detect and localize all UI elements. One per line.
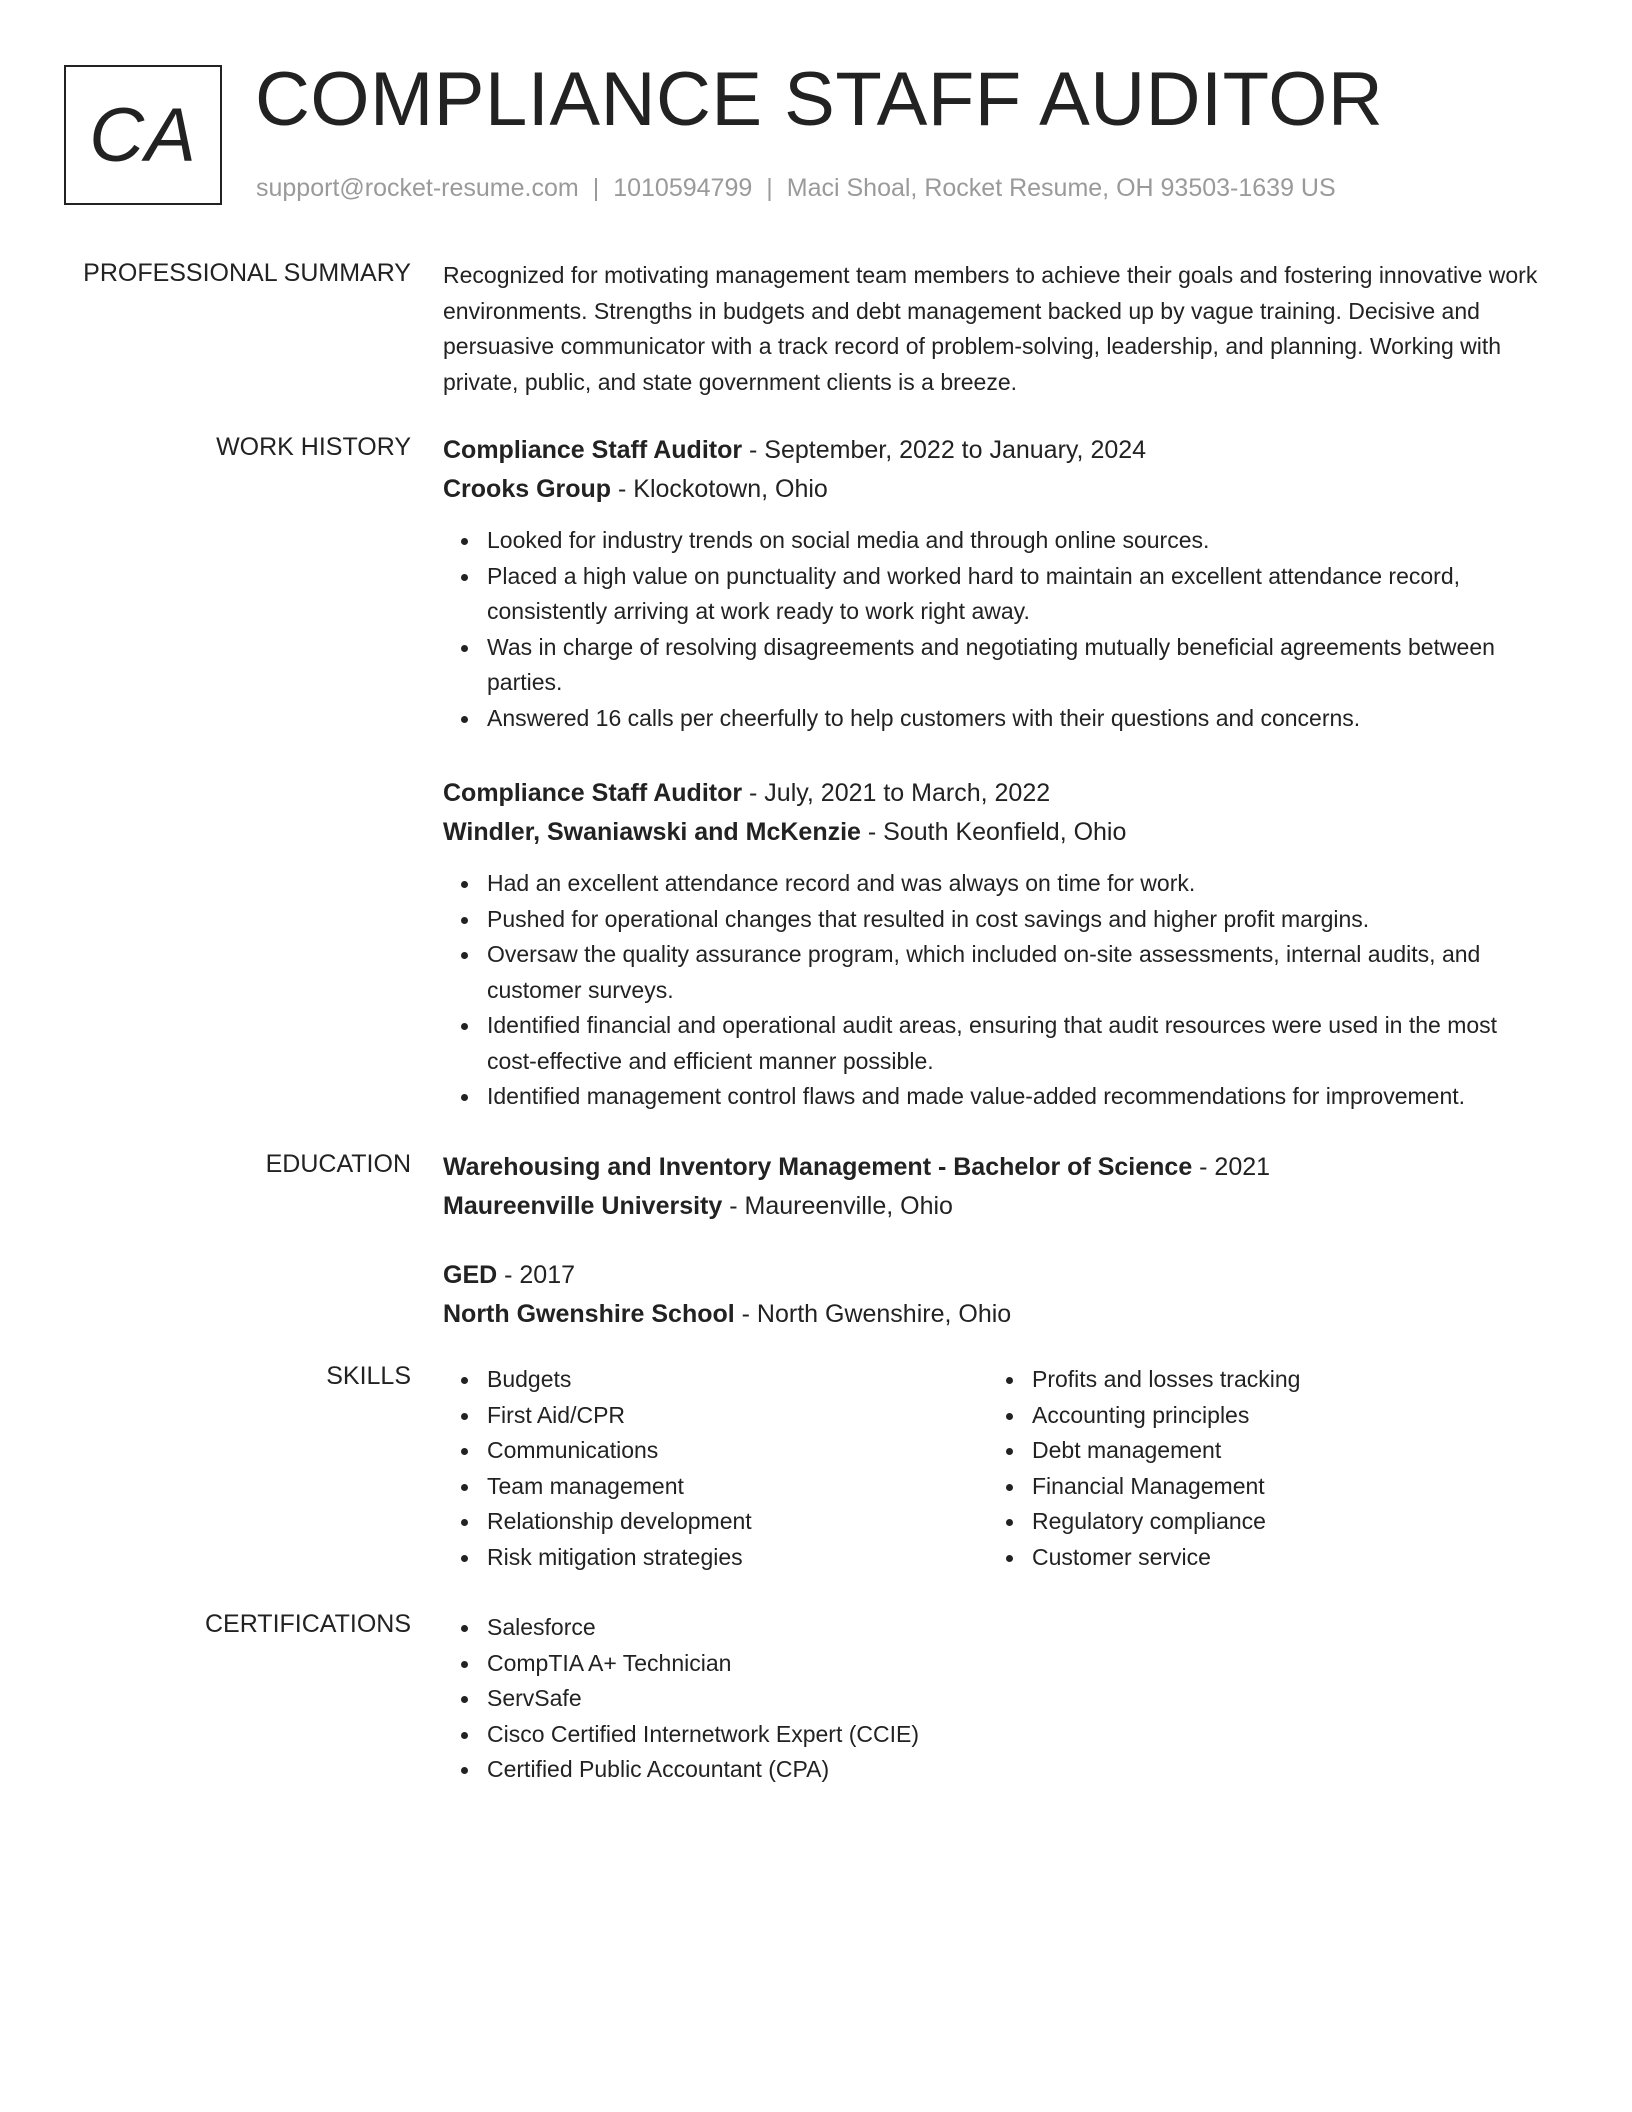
section-heading-work-history: WORK HISTORY <box>216 433 411 461</box>
skills-body <box>443 1362 1553 1575</box>
school-line <box>443 1295 1553 1334</box>
education-entry <box>443 1256 1553 1334</box>
degree-year: - 2021 <box>1192 1153 1271 1181</box>
job-bullet: Identified management control flaws and made value-added recommendations for improvement. <box>487 1079 1553 1115</box>
certifications-list <box>443 1610 1553 1788</box>
certification-item: CompTIA A+ Technician <box>487 1646 1553 1682</box>
contact-phone[interactable]: 1010594799 <box>613 174 753 202</box>
degree-line <box>443 1256 1553 1295</box>
degree-name: GED <box>443 1261 498 1289</box>
job-bullet: Placed a high value on punctuality and worked hard to maintain an excellent attendance record, consistently arriving at work ready to work right away. <box>487 559 1553 630</box>
section-heading-certifications: CERTIFICATIONS <box>204 1610 411 1638</box>
skills-columns <box>443 1362 1553 1575</box>
job-dates: - July, 2021 to March, 2022 <box>742 779 1051 807</box>
job-company-line <box>443 470 1553 509</box>
contact-email[interactable]: support@rocket-resume.com <box>256 174 579 202</box>
skill-item: First Aid/CPR <box>487 1398 988 1434</box>
job-location: - South Keonfield, Ohio <box>860 818 1127 846</box>
summary-text: Recognized for motivating management team members to achieve their goals and fostering innovative work environments. Strengths in budgets and debt management backed up by vague training. Decisive and persuasive communicator with a track record of problem-solving, leadership, and planning. Working with private, public, and state government clients is a breeze. <box>443 262 1538 395</box>
skill-item: Accounting principles <box>1032 1398 1533 1434</box>
job-title-line <box>443 774 1553 813</box>
skills-list-right <box>988 1362 1533 1575</box>
contact-separator: | <box>766 174 773 202</box>
skill-item: Team management <box>487 1469 988 1505</box>
job-dates: - September, 2022 to January, 2024 <box>742 436 1147 464</box>
skill-item: Risk mitigation strategies <box>487 1540 988 1576</box>
job-bullet: Oversaw the quality assurance program, which included on-site assessments, internal audits, and customer surveys. <box>487 937 1553 1008</box>
certification-item: Cisco Certified Internetwork Expert (CCIE) <box>487 1717 1553 1753</box>
contact-separator: | <box>592 174 600 202</box>
school-location: - Maureenville, Ohio <box>722 1192 953 1220</box>
school-name: North Gwenshire School <box>443 1300 735 1328</box>
section-heading-summary: PROFESSIONAL SUMMARY <box>83 259 411 287</box>
skills-list-left <box>443 1362 988 1575</box>
degree-year: - 2017 <box>497 1261 576 1289</box>
degree-line <box>443 1148 1553 1187</box>
certification-item: ServSafe <box>487 1681 1553 1717</box>
skill-item: Regulatory compliance <box>1032 1504 1533 1540</box>
job-company-line <box>443 813 1553 852</box>
school-name: Maureenville University <box>443 1192 723 1220</box>
job-title: Compliance Staff Auditor <box>443 436 743 464</box>
section-heading-skills: SKILLS <box>326 1362 411 1390</box>
skill-item: Communications <box>487 1433 988 1469</box>
job-entry <box>443 431 1553 736</box>
job-company: Windler, Swaniawski and McKenzie <box>443 818 861 846</box>
job-entry <box>443 774 1553 1115</box>
certification-item: Salesforce <box>487 1610 1553 1646</box>
monogram-initials: CA <box>89 92 197 178</box>
job-title: Compliance Staff Auditor <box>443 779 743 807</box>
job-bullets <box>443 866 1553 1115</box>
job-location: - Klockotown, Ohio <box>611 475 828 503</box>
job-bullet: Pushed for operational changes that resulted in cost savings and higher profit margins. <box>487 902 1553 938</box>
section-heading-education: EDUCATION <box>265 1150 411 1178</box>
education-entry <box>443 1148 1553 1226</box>
certification-item: Certified Public Accountant (CPA) <box>487 1752 1553 1788</box>
skill-item: Relationship development <box>487 1504 988 1540</box>
school-location: - North Gwenshire, Ohio <box>734 1300 1012 1328</box>
job-bullet: Had an excellent attendance record and was always on time for work. <box>487 866 1553 902</box>
skills-column-right <box>988 1362 1533 1575</box>
job-bullet: Looked for industry trends on social media and through online sources. <box>487 523 1553 559</box>
school-line <box>443 1187 1553 1226</box>
education-body <box>443 1148 1553 1364</box>
skill-item: Financial Management <box>1032 1469 1533 1505</box>
job-bullets <box>443 523 1553 736</box>
contact-line <box>256 174 1336 203</box>
job-company: Crooks Group <box>443 475 612 503</box>
skill-item: Debt management <box>1032 1433 1533 1469</box>
job-bullet: Identified financial and operational audit areas, ensuring that audit resources were used in the most cost-effective and efficient manner possible. <box>487 1008 1553 1079</box>
skill-item: Profits and losses tracking <box>1032 1362 1533 1398</box>
degree-name: Warehousing and Inventory Management - Bachelor of Science <box>443 1153 1193 1181</box>
resume-title: COMPLIANCE STAFF AUDITOR <box>255 57 1384 142</box>
skill-item: Customer service <box>1032 1540 1533 1576</box>
job-bullet: Answered 16 calls per cheerfully to help customers with their questions and concerns. <box>487 701 1553 737</box>
work-history-body <box>443 431 1553 1153</box>
skills-column-left <box>443 1362 988 1575</box>
certifications-body <box>443 1610 1553 1788</box>
contact-address: Maci Shoal, Rocket Resume, OH 93503-1639 US <box>786 174 1336 202</box>
skill-item: Budgets <box>487 1362 988 1398</box>
summary-body <box>443 258 1553 400</box>
job-bullet: Was in charge of resolving disagreements and negotiating mutually beneficial agreements between parties. <box>487 630 1553 701</box>
monogram-badge <box>64 65 222 205</box>
job-title-line <box>443 431 1553 470</box>
